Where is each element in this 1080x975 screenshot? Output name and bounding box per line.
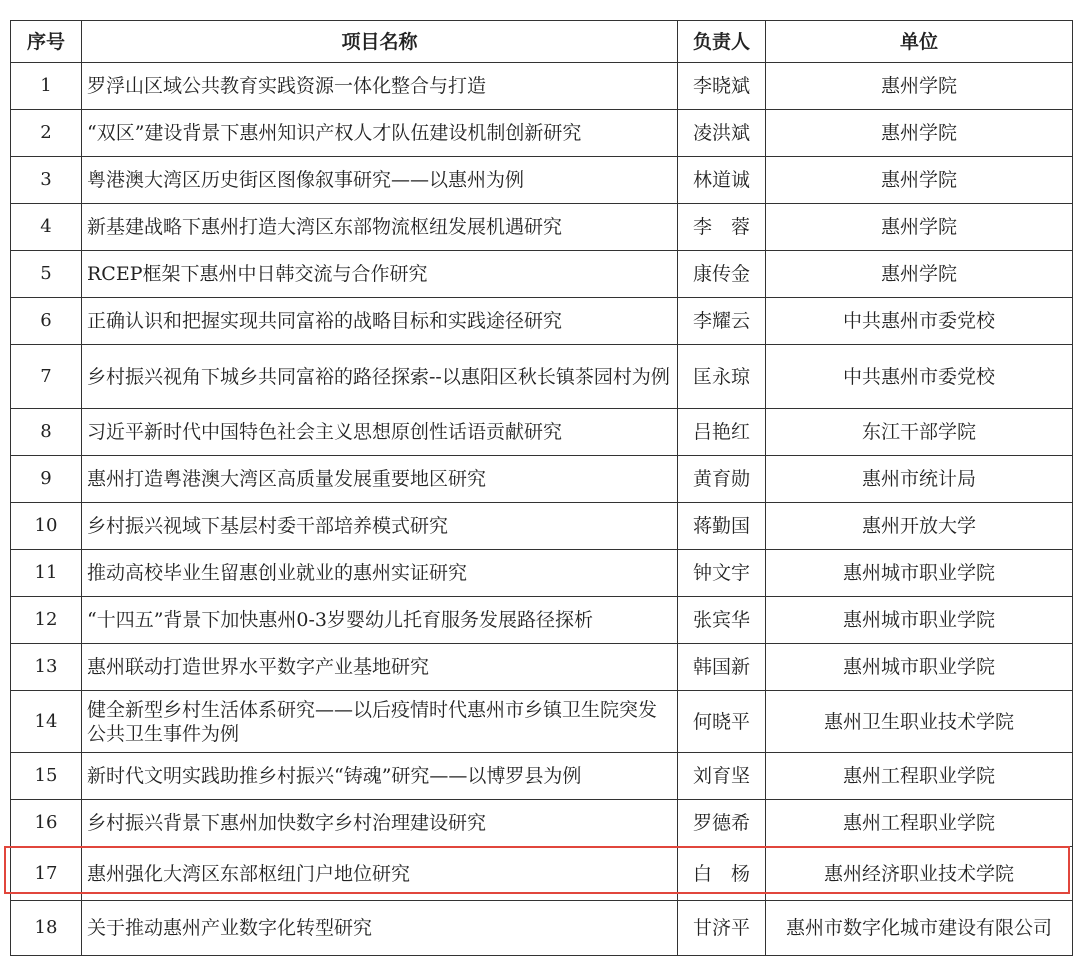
row-no: 13: [11, 644, 82, 691]
row-unit: 惠州开放大学: [766, 503, 1073, 550]
row-no: 18: [11, 901, 82, 956]
table-row: [11, 456, 1073, 503]
row-unit: 惠州学院: [766, 251, 1073, 298]
row-project-name: 乡村振兴背景下惠州加快数字乡村治理建设研究: [82, 800, 678, 847]
row-no: 17: [11, 847, 82, 901]
row-no: 11: [11, 550, 82, 597]
header-unit: 单位: [766, 21, 1073, 63]
row-person: 张宾华: [678, 597, 766, 644]
row-unit: 惠州城市职业学院: [766, 597, 1073, 644]
row-no: 16: [11, 800, 82, 847]
table-row: [11, 550, 1073, 597]
row-unit: 惠州城市职业学院: [766, 644, 1073, 691]
row-person: 黄育勋: [678, 456, 766, 503]
row-no: 6: [11, 298, 82, 345]
row-project-name: 乡村振兴视域下基层村委干部培养模式研究: [82, 503, 678, 550]
row-person: 刘育坚: [678, 753, 766, 800]
row-person: 李耀云: [678, 298, 766, 345]
row-project-name: 推动高校毕业生留惠创业就业的惠州实证研究: [82, 550, 678, 597]
row-unit: 惠州市数字化城市建设有限公司: [766, 901, 1073, 956]
row-project-name: 新时代文明实践助推乡村振兴“铸魂”研究——以博罗县为例: [82, 753, 678, 800]
table-row: [11, 345, 1073, 409]
row-no: 12: [11, 597, 82, 644]
header-no: 序号: [11, 21, 82, 63]
header-name: 项目名称: [82, 21, 678, 63]
table-row: [11, 298, 1073, 345]
row-unit: 中共惠州市委党校: [766, 345, 1073, 409]
row-project-name: 乡村振兴视角下城乡共同富裕的路径探索--以惠阳区秋长镇茶园村为例: [82, 345, 678, 409]
row-project-name: 习近平新时代中国特色社会主义思想原创性话语贡献研究: [82, 409, 678, 456]
row-person: 康传金: [678, 251, 766, 298]
row-unit: 惠州工程职业学院: [766, 800, 1073, 847]
row-no: 3: [11, 157, 82, 204]
table-row: [11, 251, 1073, 298]
row-project-name: 罗浮山区域公共教育实践资源一体化整合与打造: [82, 63, 678, 110]
table-row: [11, 409, 1073, 456]
row-project-name: “双区”建设背景下惠州知识产权人才队伍建设机制创新研究: [82, 110, 678, 157]
header-person: 负责人: [678, 21, 766, 63]
row-person: 韩国新: [678, 644, 766, 691]
row-person: 甘济平: [678, 901, 766, 956]
table-row: [11, 753, 1073, 800]
row-project-name: 正确认识和把握实现共同富裕的战略目标和实践途径研究: [82, 298, 678, 345]
table-row: [11, 901, 1073, 956]
header-row: [11, 21, 1073, 63]
row-unit: 惠州经济职业技术学院: [766, 847, 1073, 901]
row-no: 14: [11, 691, 82, 753]
row-person: 钟文宇: [678, 550, 766, 597]
row-project-name: 关于推动惠州产业数字化转型研究: [82, 901, 678, 956]
table-row: [11, 503, 1073, 550]
row-no: 5: [11, 251, 82, 298]
row-unit: 惠州卫生职业技术学院: [766, 691, 1073, 753]
row-unit: 惠州工程职业学院: [766, 753, 1073, 800]
table-row: [11, 157, 1073, 204]
row-project-name: 健全新型乡村生活体系研究——以后疫情时代惠州市乡镇卫生院突发公共卫生事件为例: [82, 691, 678, 753]
row-no: 4: [11, 204, 82, 251]
row-person: 蒋勤国: [678, 503, 766, 550]
row-person: 白 杨: [678, 847, 766, 901]
table-row: [11, 204, 1073, 251]
row-no: 10: [11, 503, 82, 550]
table-row: [11, 597, 1073, 644]
row-no: 7: [11, 345, 82, 409]
row-person: 何晓平: [678, 691, 766, 753]
row-project-name: 新基建战略下惠州打造大湾区东部物流枢纽发展机遇研究: [82, 204, 678, 251]
row-person: 吕艳红: [678, 409, 766, 456]
row-no: 8: [11, 409, 82, 456]
table-row: [11, 644, 1073, 691]
row-unit: 惠州学院: [766, 63, 1073, 110]
table-row: [11, 691, 1073, 753]
table-row: [11, 800, 1073, 847]
project-table: [10, 20, 1073, 956]
row-project-name: 粤港澳大湾区历史街区图像叙事研究——以惠州为例: [82, 157, 678, 204]
row-person: 凌洪斌: [678, 110, 766, 157]
row-unit: 东江干部学院: [766, 409, 1073, 456]
row-unit: 惠州市统计局: [766, 456, 1073, 503]
row-project-name: 惠州打造粤港澳大湾区高质量发展重要地区研究: [82, 456, 678, 503]
row-person: 林道诚: [678, 157, 766, 204]
row-unit: 惠州学院: [766, 157, 1073, 204]
row-unit: 惠州城市职业学院: [766, 550, 1073, 597]
table-row: [11, 110, 1073, 157]
row-project-name: 惠州强化大湾区东部枢纽门户地位研究: [82, 847, 678, 901]
table-row-highlighted: [11, 847, 1073, 901]
row-person: 李晓斌: [678, 63, 766, 110]
row-unit: 惠州学院: [766, 204, 1073, 251]
row-no: 1: [11, 63, 82, 110]
row-person: 罗德希: [678, 800, 766, 847]
row-no: 2: [11, 110, 82, 157]
table-row: [11, 63, 1073, 110]
row-project-name: RCEP框架下惠州中日韩交流与合作研究: [82, 251, 678, 298]
row-no: 15: [11, 753, 82, 800]
row-unit: 中共惠州市委党校: [766, 298, 1073, 345]
row-no: 9: [11, 456, 82, 503]
row-unit: 惠州学院: [766, 110, 1073, 157]
row-project-name: 惠州联动打造世界水平数字产业基地研究: [82, 644, 678, 691]
row-person: 李 蓉: [678, 204, 766, 251]
row-project-name: “十四五”背景下加快惠州0-3岁婴幼儿托育服务发展路径探析: [82, 597, 678, 644]
row-person: 匡永琼: [678, 345, 766, 409]
